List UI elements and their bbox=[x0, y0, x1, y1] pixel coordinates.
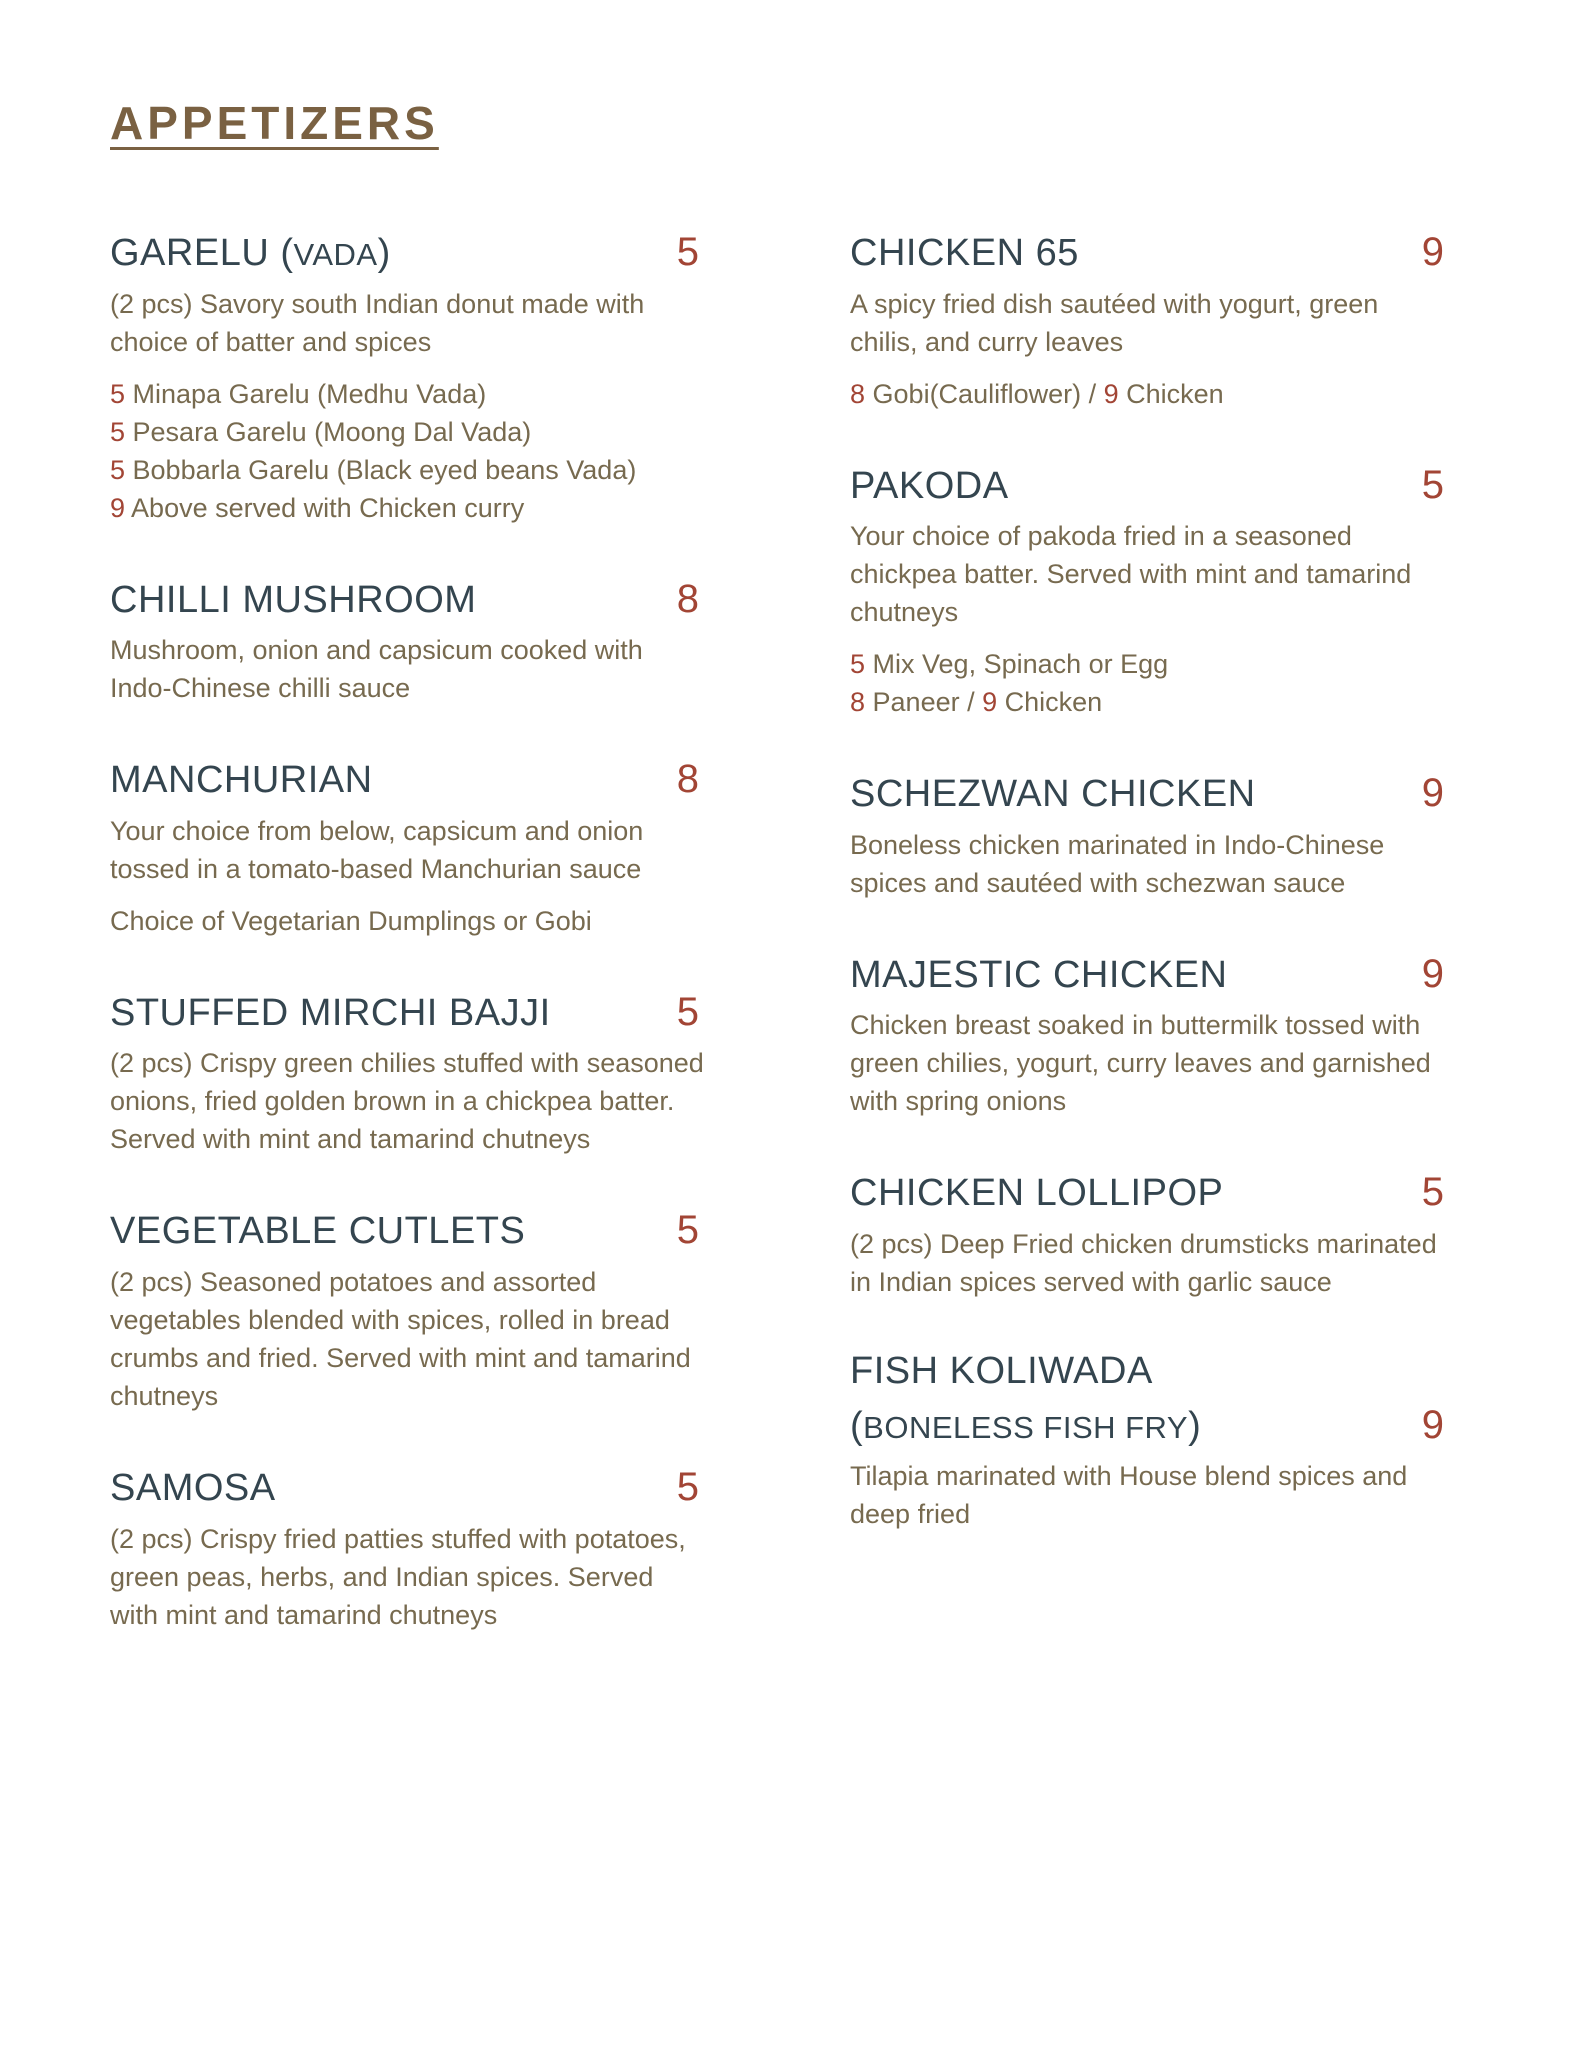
item-description: (2 pcs) Deep Fried chicken drumsticks marinated in Indian spices served with garlic sauce bbox=[850, 1228, 1437, 1297]
item-name: VEGETABLE CUTLETS bbox=[110, 1210, 526, 1253]
menu-item-chilli-mushroom bbox=[110, 575, 705, 708]
item-description: Chicken breast soaked in buttermilk tossed with green chilies, yogurt, curry leaves and garnished with spring onions bbox=[850, 1010, 1431, 1117]
item-price: 9 bbox=[1421, 230, 1444, 274]
menu-item-samosa bbox=[110, 1463, 705, 1634]
item-price: 5 bbox=[1421, 1170, 1444, 1215]
menu-item-fish-koliwada bbox=[850, 1349, 1450, 1533]
item-description: Your choice of pakoda fried in a seasoned chickpea batter. Served with mint and tamarind chutneys bbox=[850, 521, 1412, 628]
item-name: PAKODA bbox=[850, 464, 1009, 507]
item-name: FISH KOLIWADA bbox=[850, 1349, 1153, 1392]
menu-column-right bbox=[850, 228, 1450, 1581]
item-description: (2 pcs) Savory south Indian donut made with choice of batter and spices bbox=[110, 288, 645, 357]
item-price: 5 bbox=[676, 1464, 699, 1509]
item-name: CHILLI MUSHROOM bbox=[110, 578, 477, 621]
item-description: A spicy fried dish sautéed with yogurt, green chilis, and curry leaves bbox=[850, 288, 1379, 357]
option-line: 5 Mix Veg, Spinach or Egg bbox=[850, 649, 1169, 680]
option-line: 9 Above served with Chicken curry bbox=[110, 492, 525, 523]
item-name-subtitle: (BONELESS FISH FRY) bbox=[850, 1404, 1202, 1447]
item-description: Tilapia marinated with House blend spices and deep fried bbox=[850, 1461, 1408, 1530]
item-name: SAMOSA bbox=[110, 1466, 276, 1509]
item-name: CHICKEN 65 bbox=[850, 232, 1079, 274]
menu-item-garelu bbox=[110, 228, 705, 527]
item-description: (2 pcs) Seasoned potatoes and assorted vegetables blended with spices, rolled in bread crumbs and fried. Served with mint and tamarind chutneys bbox=[110, 1266, 691, 1411]
item-price: 5 bbox=[1421, 462, 1444, 507]
item-name: STUFFED MIRCHI BAJJI bbox=[110, 991, 551, 1034]
item-price: 8 bbox=[676, 757, 699, 802]
item-price: 9 bbox=[1421, 771, 1444, 816]
item-price: 9 bbox=[1421, 951, 1444, 996]
item-name: MANCHURIAN bbox=[110, 759, 373, 802]
option-line: 5 Minapa Garelu (Medhu Vada) bbox=[110, 378, 487, 409]
option-line: 5 Bobbarla Garelu (Black eyed beans Vada) bbox=[110, 454, 637, 485]
item-price: 5 bbox=[676, 230, 699, 274]
item-name: SCHEZWAN CHICKEN bbox=[850, 773, 1256, 816]
item-price: 5 bbox=[676, 1208, 699, 1253]
menu-item-majestic-chicken bbox=[850, 950, 1450, 1121]
menu-item-chicken-65 bbox=[850, 228, 1450, 413]
menu-item-chicken-lollipop bbox=[850, 1168, 1450, 1301]
item-options bbox=[110, 375, 705, 527]
menu-item-pakoda bbox=[850, 461, 1450, 722]
option-line: 8 Paneer / 9 Chicken bbox=[850, 687, 1103, 718]
menu-item-vegetable-cutlets bbox=[110, 1206, 705, 1415]
item-note: Choice of Vegetarian Dumplings or Gobi bbox=[110, 905, 592, 936]
item-description: Your choice from below, capsicum and onion tossed in a tomato-based Manchurian sauce bbox=[110, 815, 644, 884]
item-price: 8 bbox=[676, 576, 699, 621]
item-name: CHICKEN LOLLIPOP bbox=[850, 1172, 1224, 1215]
item-price: 9 bbox=[1421, 1402, 1444, 1447]
option-line: 5 Pesara Garelu (Moong Dal Vada) bbox=[110, 416, 532, 447]
item-name: GARELU (VADA) bbox=[110, 232, 391, 274]
item-price: 5 bbox=[676, 989, 699, 1034]
item-description: (2 pcs) Crispy fried patties stuffed with potatoes, green peas, herbs, and Indian spices. Served with mint and tamarind chutneys bbox=[110, 1523, 686, 1630]
menu-item-manchurian bbox=[110, 755, 705, 940]
item-name: MAJESTIC CHICKEN bbox=[850, 953, 1228, 996]
section-title: APPETIZERS bbox=[110, 97, 439, 149]
menu-item-stuffed-mirchi-bajji bbox=[110, 988, 705, 1159]
menu-column-left bbox=[110, 228, 705, 1682]
menu-item-schezwan-chicken bbox=[850, 769, 1450, 902]
item-description: Boneless chicken marinated in Indo-Chinese spices and sautéed with schezwan sauce bbox=[850, 829, 1385, 898]
option-line: 8 Gobi(Cauliflower) / 9 Chicken bbox=[850, 378, 1224, 409]
item-description: Mushroom, onion and capsicum cooked with Indo-Chinese chilli sauce bbox=[110, 635, 643, 704]
item-description: (2 pcs) Crispy green chilies stuffed with seasoned onions, fried golden brown in a chickpea batter. Served with mint and tamarind chutneys bbox=[110, 1048, 704, 1155]
